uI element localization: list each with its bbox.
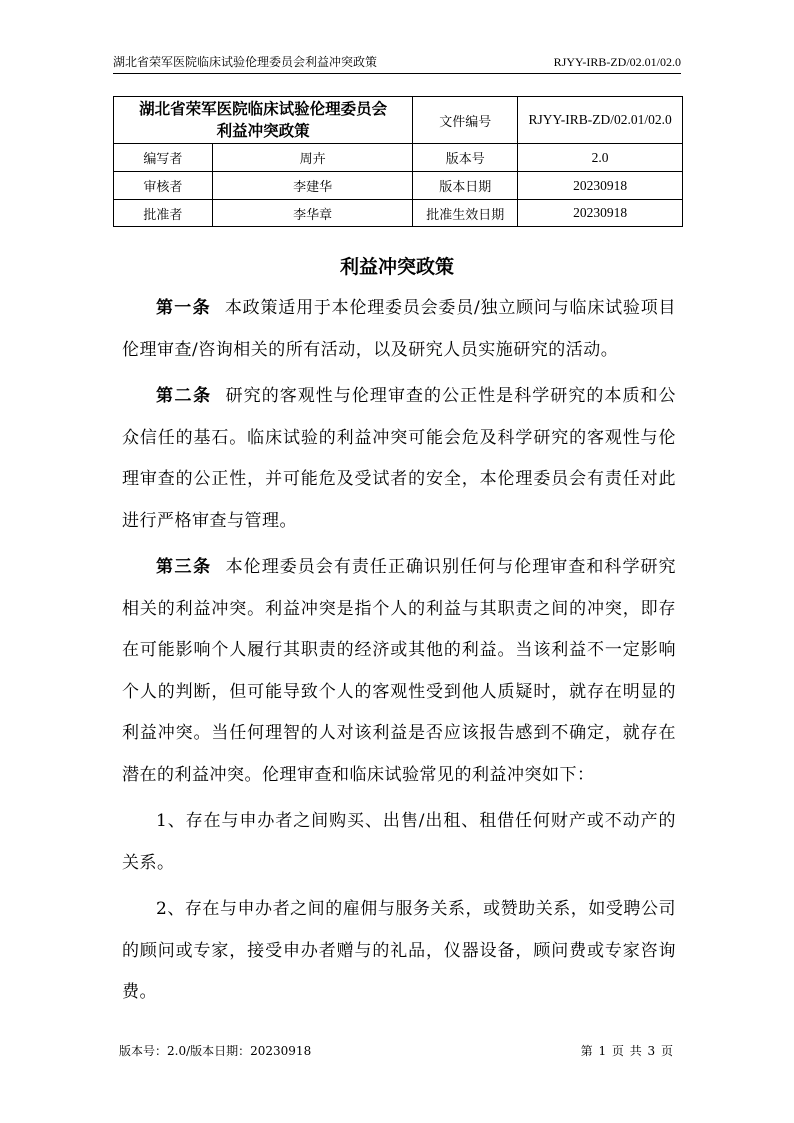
article-3-label: 第三条 [156, 557, 212, 577]
list-item: 1、存在与申办者之间购买、出售/出租、租借任何财产或不动产的关系。 [122, 811, 676, 873]
effective-date-value: 20230918 [518, 200, 683, 227]
page-header [113, 55, 681, 74]
version-date-label: 版本日期 [413, 172, 518, 200]
footer-page-number: 第 1 页 共 3 页 [580, 1044, 674, 1058]
header-doc-code: RJYY-IRB-ZD/02.01/02.0 [553, 55, 681, 69]
file-no-value: RJYY-IRB-ZD/02.01/02.0 [518, 97, 683, 144]
list-item: 2、存在与申办者之间的雇佣与服务关系，或赞助关系，如受聘公司的顾问或专家，接受申办者赠与的礼品，仪器设备，顾问费或专家咨询费。 [122, 899, 676, 1002]
version-label: 版本号 [413, 144, 518, 172]
document-info-table [113, 96, 683, 227]
article-1 [122, 288, 676, 371]
author-label: 编写者 [114, 144, 213, 172]
article-2-text: 研究的客观性与伦理审查的公正性是科学研究的本质和公众信任的基石。临床试验的利益冲突可能会危及科学研究的客观性与伦理审查的公正性，并可能危及受试者的安全，本伦理委员会有责任对此进行严格审查与管理。 [122, 386, 677, 531]
table-row [114, 172, 683, 200]
version-date-value: 20230918 [518, 172, 683, 200]
policy-body [122, 288, 676, 1019]
doc-title-line2: 利益冲突政策 [216, 121, 310, 140]
article-1-label: 第一条 [156, 298, 211, 318]
effective-date-label: 批准生效日期 [413, 200, 518, 227]
article-3 [122, 547, 676, 796]
approver-value: 李华章 [212, 200, 413, 227]
table-row [114, 144, 683, 172]
approver-label: 批准者 [114, 200, 213, 227]
article-2-label: 第二条 [156, 386, 212, 406]
table-row [114, 200, 683, 227]
table-row [114, 97, 683, 144]
footer-version: 版本号：2.0/版本日期：20230918 [119, 1044, 312, 1058]
doc-title-line1: 湖北省荣军医院临床试验伦理委员会 [139, 99, 388, 118]
reviewer-label: 审核者 [114, 172, 213, 200]
reviewer-value: 李建华 [212, 172, 413, 200]
article-1-text: 本政策适用于本伦理委员会委员/独立顾问与临床试验项目伦理审查/咨询相关的所有活动，以及研究人员实施研究的活动。 [122, 298, 676, 360]
article-3-text: 本伦理委员会有责任正确识别任何与伦理审查和科学研究相关的利益冲突。利益冲突是指个人的利益与其职责之间的冲突，即存在可能影响个人履行其职责的经济或其他的利益。当该利益不一定影响个人的判断，但可能导致个人的客观性受到他人质疑时，就存在明显的利益冲突。当任何理智的人对该利益是否应该报告感到不确定，就存在潜在的利益冲突。伦理审查和临床试验常见的利益冲突如下： [122, 557, 677, 785]
file-no-label: 文件编号 [413, 97, 518, 144]
article-2 [122, 376, 676, 542]
page-title: 利益冲突政策 [339, 256, 454, 278]
version-value: 2.0 [518, 144, 683, 172]
doc-title-cell [114, 97, 413, 144]
header-title: 湖北省荣军医院临床试验伦理委员会利益冲突政策 [113, 55, 378, 69]
author-value: 周卉 [212, 144, 413, 172]
